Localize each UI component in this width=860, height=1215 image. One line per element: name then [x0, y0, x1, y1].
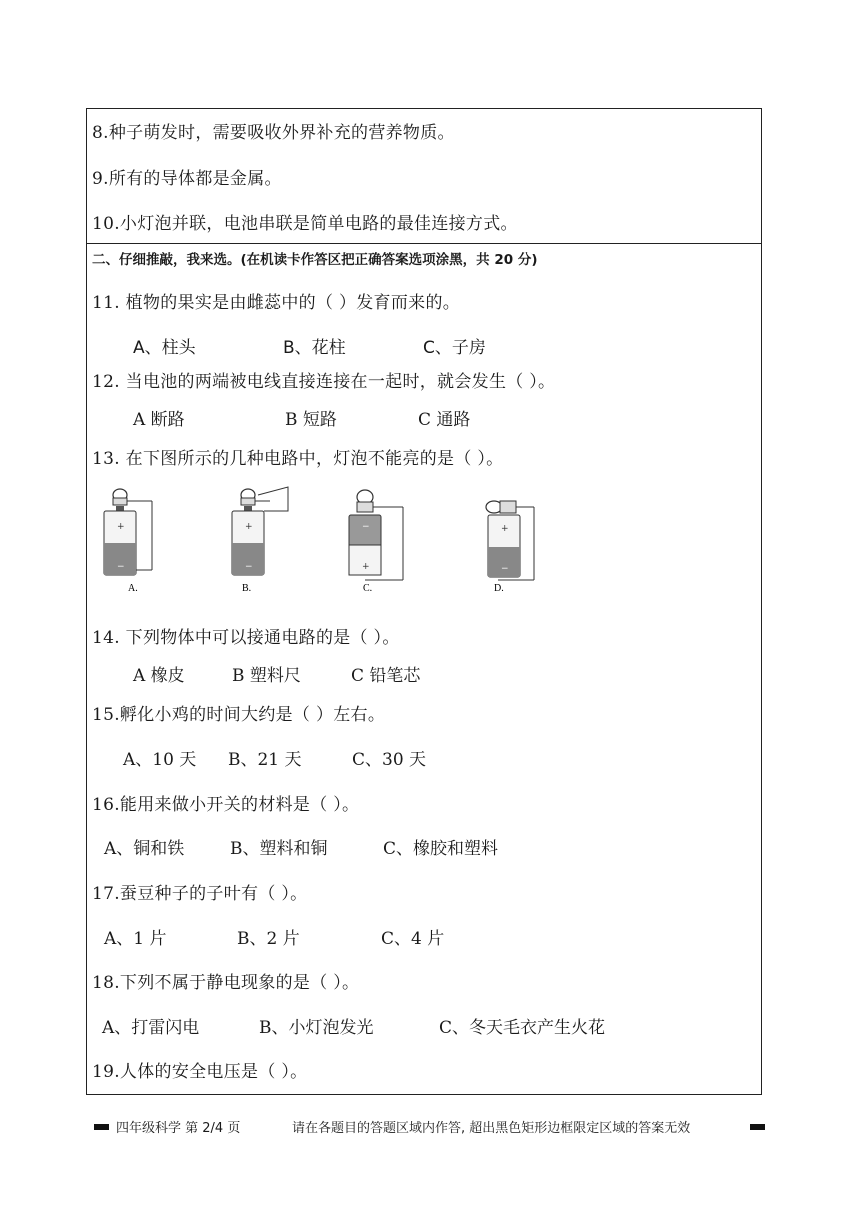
q16-option-a: A、铜和铁 — [104, 839, 185, 859]
q18-option-b: B、小灯泡发光 — [259, 1018, 374, 1038]
q18-option-c: C、冬天毛衣产生火花 — [439, 1018, 606, 1038]
q18-option-a: A、打雷闪电 — [102, 1018, 200, 1038]
figure-label-a: A. — [128, 583, 138, 594]
question-16: 16.能用来做小开关的材料是（ ）。 — [92, 795, 360, 815]
figure-label-c: C. — [363, 583, 373, 594]
q11-option-b: B、花柱 — [283, 338, 346, 358]
question-19: 19.人体的安全电压是（ ）。 — [92, 1062, 308, 1082]
footer-page-info: 四年级科学 第 2/4 页 — [116, 1121, 241, 1136]
figure-label-d: D. — [494, 583, 504, 594]
svg-text:−: − — [362, 522, 370, 532]
q15-option-b: B、21 天 — [228, 750, 302, 770]
q17-option-c: C、4 片 — [381, 929, 445, 949]
question-15: 15.孵化小鸡的时间大约是（ ）左右。 — [92, 705, 386, 725]
q17-option-a: A、1 片 — [104, 929, 167, 949]
q14-option-b: B 塑料尺 — [232, 666, 301, 686]
question-11: 11. 植物的果实是由雌蕊中的（ ）发育而来的。 — [92, 293, 461, 313]
footer-marker-right — [750, 1124, 765, 1130]
circuit-figure-d — [478, 485, 548, 600]
circuit-figure-a — [100, 485, 160, 600]
svg-text:+: + — [117, 522, 125, 532]
question-12: 12. 当电池的两端被电线直接连接在一起时，就会发生（ ）。 — [92, 372, 556, 392]
q14-option-c: C 铅笔芯 — [351, 666, 421, 686]
svg-text:−: − — [501, 564, 509, 574]
svg-text:+: + — [362, 562, 370, 572]
q17-option-b: B、2 片 — [237, 929, 300, 949]
q12-option-c: C 通路 — [418, 410, 471, 430]
svg-text:−: − — [245, 562, 253, 572]
svg-text:+: + — [501, 524, 509, 534]
q16-option-b: B、塑料和铜 — [230, 839, 328, 859]
q12-option-a: A 断路 — [133, 410, 185, 430]
q12-option-b: B 短路 — [285, 410, 337, 430]
q11-option-a: A、柱头 — [133, 338, 196, 358]
q11-option-c: C、子房 — [423, 338, 486, 358]
footer-marker-left — [94, 1124, 109, 1130]
circuit-figure-b — [228, 485, 298, 600]
svg-text:+: + — [245, 522, 253, 532]
question-10: 10.小灯泡并联，电池串联是简单电路的最佳连接方式。 — [92, 214, 518, 234]
figure-label-b: B. — [242, 583, 252, 594]
q14-option-a: A 橡皮 — [133, 666, 185, 686]
footer-notice: 请在各题目的答题区域内作答, 超出黑色矩形边框限定区域的答案无效 — [292, 1121, 691, 1136]
question-9: 9.所有的导体都是金属。 — [92, 169, 282, 189]
question-14: 14. 下列物体中可以接通电路的是（ ）。 — [92, 628, 400, 648]
section-title: 二、仔细推敲，我来选。(在机读卡作答区把正确答案选项涂黑，共 20 分) — [92, 252, 538, 268]
svg-text:−: − — [117, 562, 125, 572]
q15-option-a: A、10 天 — [123, 750, 197, 770]
q15-option-c: C、30 天 — [352, 750, 427, 770]
question-18: 18.下列不属于静电现象的是（ ）。 — [92, 973, 360, 993]
question-17: 17.蚕豆种子的子叶有（ ）。 — [92, 884, 308, 904]
circuit-figure-c — [345, 485, 415, 600]
question-8: 8.种子萌发时，需要吸收外界补充的营养物质。 — [92, 123, 455, 143]
question-13: 13. 在下图所示的几种电路中，灯泡不能亮的是（ ）。 — [92, 449, 504, 469]
q16-option-c: C、橡胶和塑料 — [383, 839, 499, 859]
